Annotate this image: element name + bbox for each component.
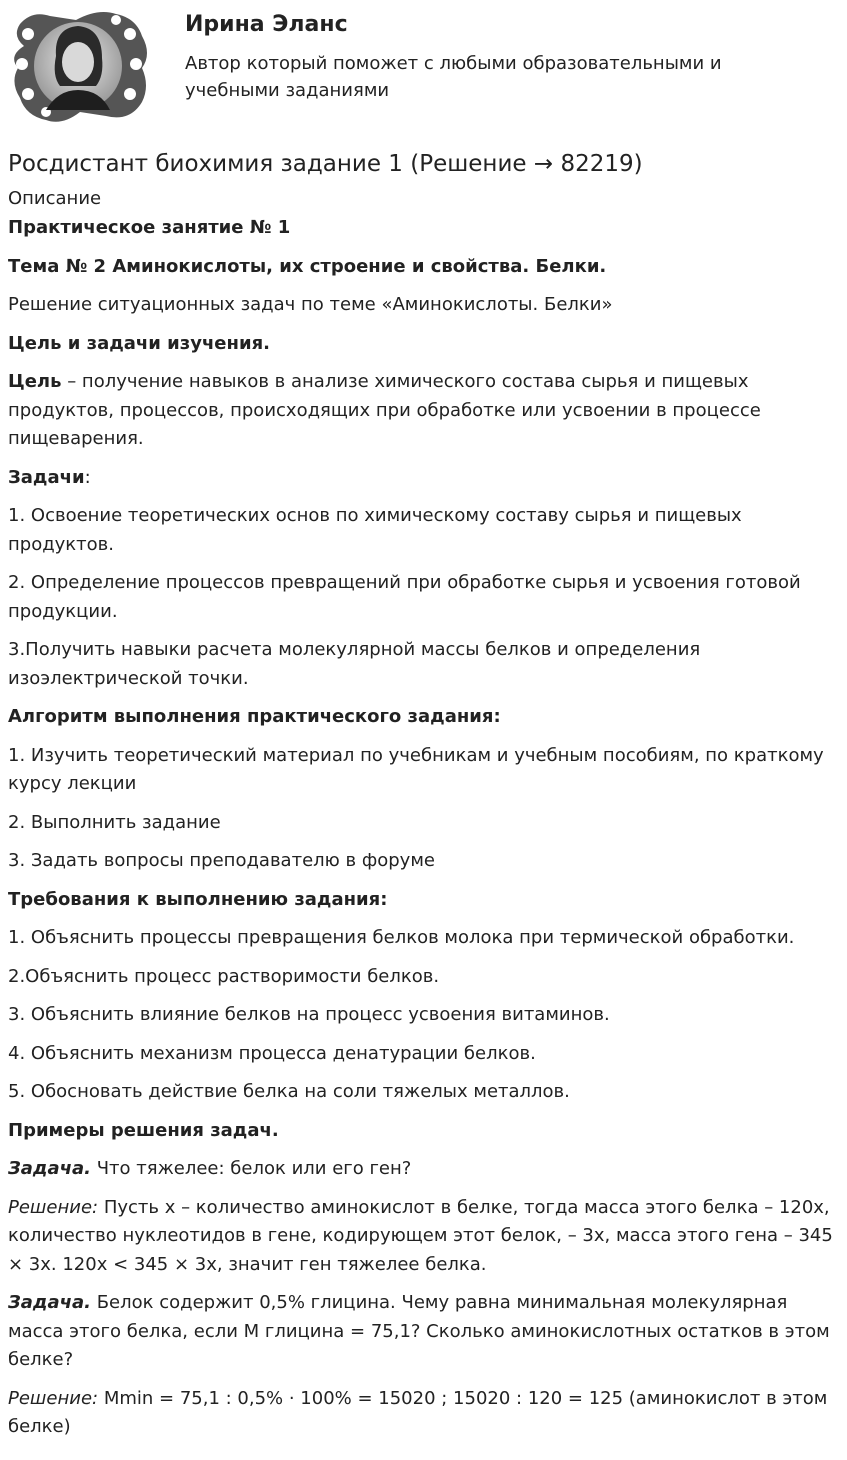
goals-heading: Цель и задачи изучения. — [8, 332, 270, 354]
list-item: 2.Объяснить процесс растворимости белков. — [8, 965, 440, 987]
author-header — [0, 0, 847, 130]
solution-label: Решение: — [8, 1387, 99, 1409]
topic-heading: Тема № 2 Аминокислоты, их строение и свойства. Белки. — [8, 255, 607, 277]
task-label: Задача. — [8, 1292, 91, 1313]
example-solution — [8, 1194, 842, 1280]
article-content — [8, 148, 842, 1452]
paragraph: Решение ситуационных задач по теме «Аминокислоты. Белки» — [8, 294, 613, 315]
list-item: 2. Выполнить задание — [8, 811, 221, 833]
list-item: 3. Задать вопросы преподавателю в форуме — [8, 850, 435, 871]
list-item: 1. Объяснить процессы превращения белков молока при термической обработки. — [8, 927, 795, 948]
lesson-heading: Практическое занятие № 1 — [8, 217, 291, 238]
task-label: Задача. — [8, 1158, 91, 1179]
solution-text: Пусть х – количество аминокислот в белке, тогда масса этого белка – 120х, количество нуклеотидов в гене, кодирующем этот белок, – 3х, масса этого гена – 345 × 3х. 120х < 345 × 3х, значит ген тяжелее белка. — [8, 1196, 833, 1275]
example-solution — [8, 1385, 842, 1442]
author-description: Автор который поможет с любыми образовательными и учебными заданиями — [185, 53, 722, 101]
goal-label: Цель — [8, 371, 62, 392]
algorithm-heading: Алгоритм выполнения практического задания: — [8, 706, 501, 727]
list-item: 1. Изучить теоретический материал по учебникам и учебным пособиям, по краткому курсу лекции — [8, 744, 824, 794]
paragraph — [8, 464, 842, 493]
tasks-label: Задачи — [8, 466, 85, 488]
list-item: 1. Освоение теоретических основ по химическому составу сырья и пищевых продуктов. — [8, 505, 742, 555]
paragraph — [8, 253, 842, 282]
paragraph — [8, 214, 842, 243]
list-item: 2. Определение процессов превращений при обработке сырья и усвоения готовой продукции. — [8, 572, 801, 622]
example-task — [8, 1155, 842, 1184]
paragraph — [8, 703, 842, 732]
task-text: Белок содержит 0,5% глицина. Чему равна минимальная молекулярная масса этого белка, если М глицина = 75,1? Сколько аминокислотных остатков в этом белке? — [8, 1292, 830, 1370]
solution-label: Решение: — [8, 1196, 99, 1218]
task-text: Что тяжелее: белок или его ген? — [90, 1158, 412, 1179]
author-avatar[interactable] — [6, 6, 152, 126]
tasks-colon: : — [84, 466, 91, 488]
examples-heading: Примеры решения задач. — [8, 1119, 279, 1141]
paragraph — [8, 1117, 842, 1146]
author-name[interactable]: Ирина Эланс — [185, 12, 348, 37]
portrait-photo — [34, 22, 122, 110]
description-label: Описание — [8, 188, 102, 209]
list-item: 3.Получить навыки расчета молекулярной массы белков и определения изоэлектрической точки. — [8, 639, 701, 689]
list-item: 4. Объяснить механизм процесса денатурации белков. — [8, 1042, 536, 1064]
goal-text: – получение навыков в анализе химического состава сырья и пищевых продуктов, процессов, происходящих при обработке или усвоении в процессе пищеварения. — [8, 371, 761, 449]
list-item: 3. Объяснить влияние белков на процесс усвоения витаминов. — [8, 1004, 610, 1025]
example-task — [8, 1289, 842, 1375]
paragraph — [8, 368, 842, 454]
paragraph — [8, 330, 842, 359]
page-title: Росдистант биохимия задание 1 (Решение → 82219) — [8, 151, 643, 177]
paragraph — [8, 886, 842, 915]
solution-text: Mmin = 75,1 : 0,5% · 100% = 15020 ; 15020 : 120 = 125 (аминокислот в этом белке) — [8, 1387, 828, 1437]
requirements-heading: Требования к выполнению задания: — [8, 888, 388, 910]
list-item: 5. Обосновать действие белка на соли тяжелых металлов. — [8, 1081, 570, 1102]
